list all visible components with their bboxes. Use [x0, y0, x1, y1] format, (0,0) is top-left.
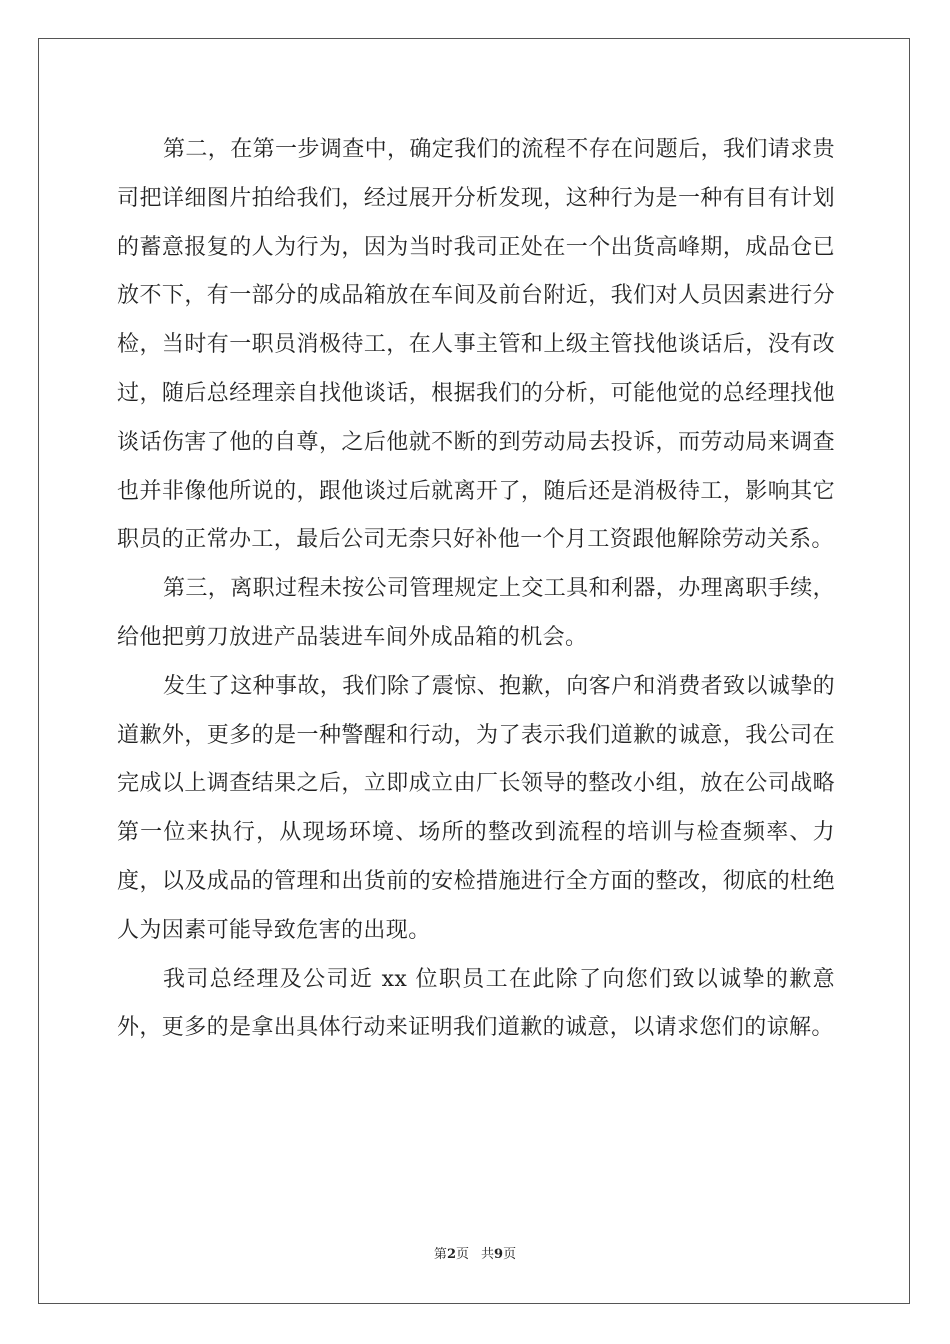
total-label-prefix: 共	[481, 1247, 495, 1262]
paragraph-rectification: 发生了这种事故，我们除了震惊、抱歉，向客户和消费者致以诚挚的道歉外，更多的是一种警醒和行动，为了表示我们道歉的诚意，我公司在完成以上调查结果之后，立即成立由厂长领导的整改小组，放在公司战略第一位来执行，从现场环境、场所的整改到流程的培训与检查频率、力度，以及成品的管理和出货前的安检措施进行全方面的整改，彻底的杜绝人为因素可能导致危害的出现。	[117, 673, 836, 943]
total-label-suffix: 页	[503, 1247, 517, 1262]
page-footer	[0, 1247, 950, 1263]
page-label-prefix: 第	[433, 1247, 447, 1262]
total-pages: 9	[494, 1247, 504, 1262]
page-number: 2	[446, 1247, 456, 1262]
page-label-suffix: 页	[455, 1247, 469, 1262]
paragraph-second-point: 第二，在第一步调查中，确定我们的流程不存在问题后，我们请求贵司把详细图片拍给我们，经过展开分析发现，这种行为是一种有目有计划的蓄意报复的人为行为，因为当时我司正处在一个出货高峰期，成品仓已放不下，有一部分的成品箱放在车间及前台附近，我们对人员因素进行分检，当时有一职员消极待工，在人事主管和上级主管找他谈话后，没有改过，随后总经理亲自找他谈话，根据我们的分析，可能他觉的总经理找他谈话伤害了他的自尊，之后他就不断的到劳动局去投诉，而劳动局来调查也并非像他所说的，跟他谈过后就离开了，随后还是消极待工，影响其它职员的正常办工，最后公司无柰只好补他一个月工资跟他解除劳动关系。	[117, 137, 836, 553]
document-body	[117, 126, 835, 1053]
paragraph-apology: 我司总经理及公司近 xx 位职员工在此除了向您们致以诚挚的歉意外，更多的是拿出具体行动来证明我们道歉的诚意，以请求您们的谅解。	[117, 966, 835, 1041]
paragraph-third-point: 第三，离职过程未按公司管理规定上交工具和利器，办理离职手续，给他把剪刀放进产品装进车间外成品箱的机会。	[117, 576, 836, 650]
